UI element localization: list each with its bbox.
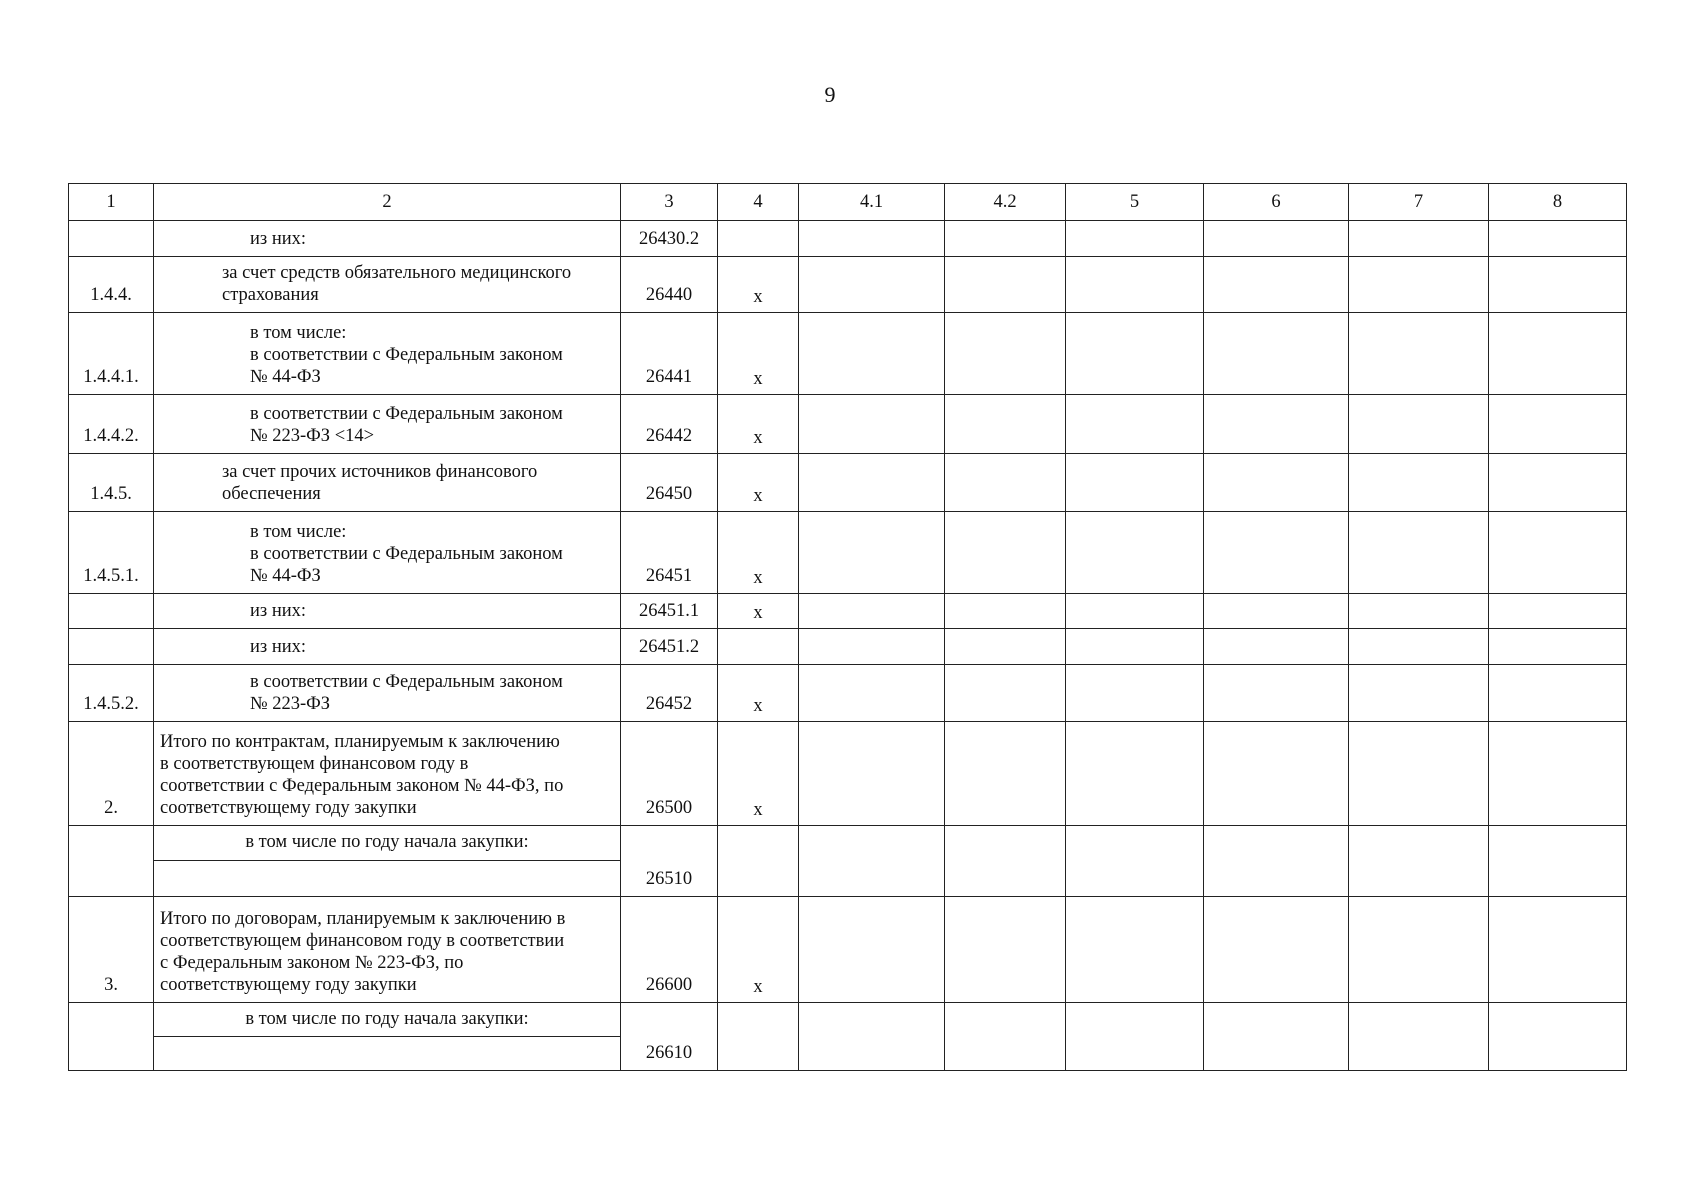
row-code: 26452	[621, 665, 718, 722]
empty-cell	[1349, 897, 1489, 1003]
empty-cell	[1349, 629, 1489, 665]
row-mark: x	[718, 512, 799, 594]
table-row	[69, 826, 1627, 861]
table-row	[69, 395, 1627, 454]
empty-cell	[1204, 594, 1349, 629]
empty-cell	[1204, 395, 1349, 454]
empty-cell	[945, 454, 1066, 512]
row-description: в том числе: в соответствии с Федеральным законом № 44-ФЗ	[154, 313, 621, 395]
row-description: в том числе по году начала закупки:	[154, 826, 621, 861]
empty-cell	[1204, 313, 1349, 395]
empty-cell	[1349, 826, 1489, 897]
row-mark: x	[718, 722, 799, 826]
empty-cell	[1066, 826, 1204, 897]
row-number: 1.4.5.	[69, 454, 154, 512]
empty-cell	[1349, 665, 1489, 722]
header-row	[69, 184, 1627, 221]
row-code: 26451.1	[621, 594, 718, 629]
empty-cell	[799, 826, 945, 897]
empty-cell	[1066, 665, 1204, 722]
header-cell: 4.1	[799, 184, 945, 221]
empty-cell	[1204, 221, 1349, 257]
empty-cell	[1349, 395, 1489, 454]
empty-cell	[799, 257, 945, 313]
header-cell: 2	[154, 184, 621, 221]
row-code: 26510	[621, 826, 718, 897]
row-number: 1.4.5.2.	[69, 665, 154, 722]
row-code: 26600	[621, 897, 718, 1003]
empty-cell	[799, 395, 945, 454]
empty-cell	[1489, 629, 1627, 665]
empty-cell	[945, 257, 1066, 313]
table-row	[69, 221, 1627, 257]
empty-cell	[1489, 722, 1627, 826]
table-row	[69, 665, 1627, 722]
empty-cell	[799, 1003, 945, 1071]
row-mark: x	[718, 594, 799, 629]
row-code: 26610	[621, 1003, 718, 1071]
row-number	[69, 221, 154, 257]
empty-cell	[1204, 722, 1349, 826]
empty-cell	[1066, 629, 1204, 665]
row-description: за счет прочих источников финансового обеспечения	[154, 454, 621, 512]
page-number: 9	[824, 82, 836, 107]
empty-subcell	[154, 1037, 621, 1071]
row-description: в соответствии с Федеральным законом № 223-ФЗ <14>	[154, 395, 621, 454]
empty-cell	[945, 665, 1066, 722]
empty-cell	[1489, 257, 1627, 313]
empty-cell	[945, 629, 1066, 665]
table-row	[69, 629, 1627, 665]
empty-cell	[1489, 594, 1627, 629]
empty-cell	[1204, 826, 1349, 897]
empty-cell	[945, 594, 1066, 629]
row-mark: x	[718, 665, 799, 722]
empty-cell	[799, 665, 945, 722]
row-number	[69, 826, 154, 897]
empty-cell	[1489, 1003, 1627, 1071]
empty-cell	[799, 454, 945, 512]
empty-cell	[945, 313, 1066, 395]
table-row	[69, 1003, 1627, 1037]
empty-cell	[945, 221, 1066, 257]
row-mark	[718, 629, 799, 665]
row-mark: x	[718, 257, 799, 313]
empty-cell	[1489, 512, 1627, 594]
row-code: 26440	[621, 257, 718, 313]
empty-cell	[1066, 1003, 1204, 1071]
row-description: в том числе по году начала закупки:	[154, 1003, 621, 1037]
row-number: 1.4.4.1.	[69, 313, 154, 395]
row-code: 26442	[621, 395, 718, 454]
empty-cell	[945, 826, 1066, 897]
row-description: из них:	[154, 221, 621, 257]
header-cell: 8	[1489, 184, 1627, 221]
row-mark	[718, 221, 799, 257]
row-code: 26441	[621, 313, 718, 395]
row-description: в том числе: в соответствии с Федеральным законом № 44-ФЗ	[154, 512, 621, 594]
empty-cell	[1349, 454, 1489, 512]
row-description: Итого по договорам, планируемым к заключению в соответствующем финансовом году в соответствии с Федеральным законом № 223-ФЗ, по соответствующему году закупки	[154, 897, 621, 1003]
header-cell: 4.2	[945, 184, 1066, 221]
empty-cell	[1489, 221, 1627, 257]
empty-cell	[1349, 1003, 1489, 1071]
empty-cell	[799, 629, 945, 665]
empty-cell	[1489, 665, 1627, 722]
empty-cell	[1204, 512, 1349, 594]
row-mark: x	[718, 395, 799, 454]
table-row	[69, 594, 1627, 629]
header-cell: 7	[1349, 184, 1489, 221]
empty-cell	[1066, 221, 1204, 257]
row-mark	[718, 826, 799, 897]
row-description: в соответствии с Федеральным законом № 223-ФЗ	[154, 665, 621, 722]
row-number	[69, 594, 154, 629]
empty-cell	[1066, 897, 1204, 1003]
empty-subcell	[154, 861, 621, 897]
empty-cell	[945, 722, 1066, 826]
empty-cell	[1204, 1003, 1349, 1071]
empty-cell	[1066, 395, 1204, 454]
empty-cell	[1349, 512, 1489, 594]
row-code: 26450	[621, 454, 718, 512]
row-code: 26451	[621, 512, 718, 594]
empty-cell	[1349, 722, 1489, 826]
empty-cell	[945, 395, 1066, 454]
row-number: 3.	[69, 897, 154, 1003]
table-row	[69, 512, 1627, 594]
row-code: 26430.2	[621, 221, 718, 257]
header-cell: 4	[718, 184, 799, 221]
row-code: 26500	[621, 722, 718, 826]
row-description: из них:	[154, 594, 621, 629]
row-number	[69, 1003, 154, 1071]
table-row	[69, 454, 1627, 512]
empty-cell	[945, 512, 1066, 594]
empty-cell	[1349, 594, 1489, 629]
row-mark: x	[718, 313, 799, 395]
header-cell: 6	[1204, 184, 1349, 221]
empty-cell	[799, 221, 945, 257]
row-number	[69, 629, 154, 665]
header-cell: 1	[69, 184, 154, 221]
empty-cell	[1066, 594, 1204, 629]
empty-cell	[945, 897, 1066, 1003]
empty-cell	[1349, 221, 1489, 257]
empty-cell	[945, 1003, 1066, 1071]
row-number: 2.	[69, 722, 154, 826]
empty-cell	[1204, 257, 1349, 313]
empty-cell	[799, 897, 945, 1003]
empty-cell	[1489, 897, 1627, 1003]
empty-cell	[1489, 826, 1627, 897]
row-code: 26451.2	[621, 629, 718, 665]
row-description: из них:	[154, 629, 621, 665]
empty-cell	[1349, 313, 1489, 395]
table-row	[69, 897, 1627, 1003]
table-row	[69, 722, 1627, 826]
empty-cell	[1489, 454, 1627, 512]
header-cell: 3	[621, 184, 718, 221]
empty-cell	[1349, 257, 1489, 313]
row-mark: x	[718, 454, 799, 512]
header-cell: 5	[1066, 184, 1204, 221]
table-row	[69, 313, 1627, 395]
empty-cell	[1489, 395, 1627, 454]
empty-cell	[1204, 629, 1349, 665]
table-row	[69, 257, 1627, 313]
empty-cell	[1066, 454, 1204, 512]
empty-cell	[799, 512, 945, 594]
empty-cell	[799, 722, 945, 826]
row-mark: x	[718, 897, 799, 1003]
empty-cell	[1066, 512, 1204, 594]
empty-cell	[1066, 722, 1204, 826]
empty-cell	[1489, 313, 1627, 395]
empty-cell	[1204, 665, 1349, 722]
empty-cell	[1204, 454, 1349, 512]
planning-table	[68, 183, 1627, 1071]
row-description: за счет средств обязательного медицинского страхования	[154, 257, 621, 313]
row-number: 1.4.5.1.	[69, 512, 154, 594]
empty-cell	[1066, 313, 1204, 395]
empty-cell	[799, 313, 945, 395]
empty-cell	[1066, 257, 1204, 313]
row-description: Итого по контрактам, планируемым к заключению в соответствующем финансовом году в соответствии с Федеральным законом № 44-ФЗ, по соответствующему году закупки	[154, 722, 621, 826]
empty-cell	[799, 594, 945, 629]
row-number: 1.4.4.	[69, 257, 154, 313]
row-mark	[718, 1003, 799, 1071]
empty-cell	[1204, 897, 1349, 1003]
row-number: 1.4.4.2.	[69, 395, 154, 454]
